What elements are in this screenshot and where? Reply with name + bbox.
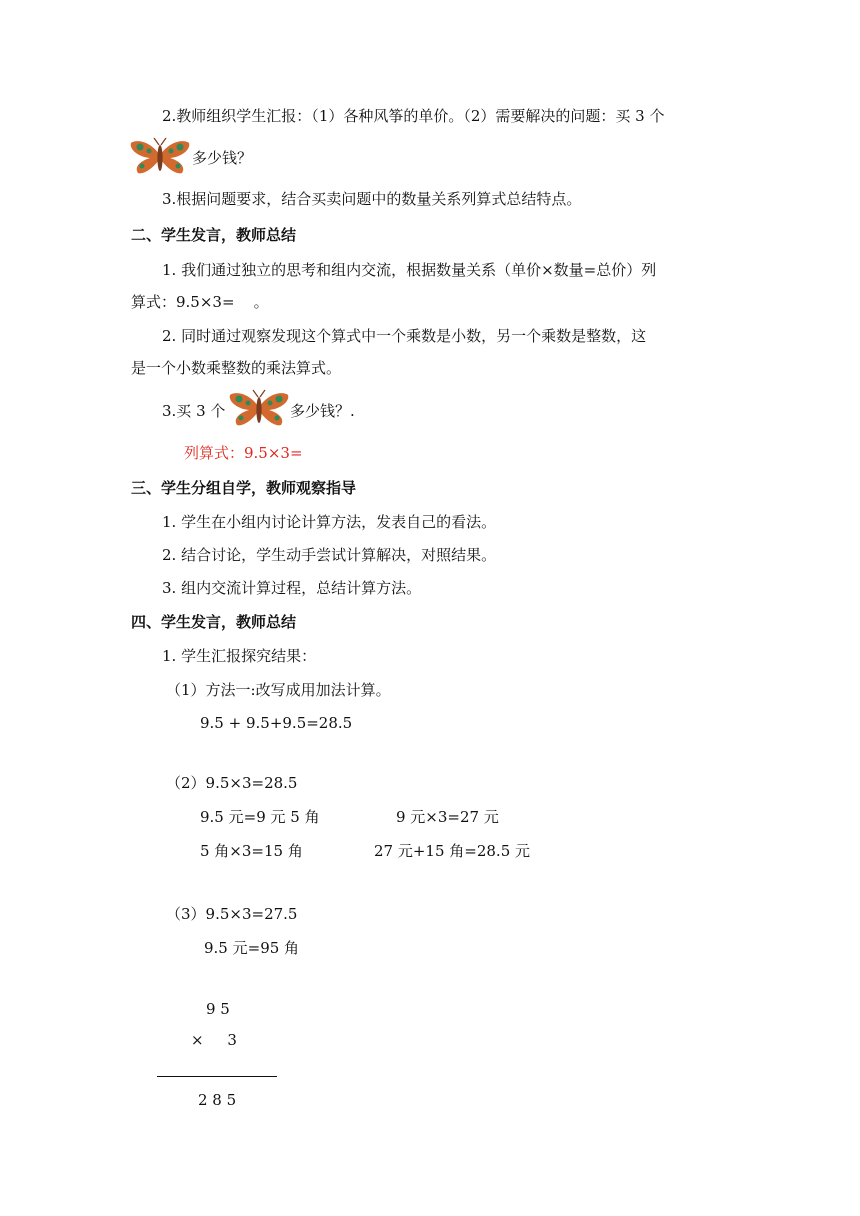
section-2-item-3-start: 3.买 3 个: [162, 402, 226, 420]
method-2-line-a: 9.5 元=9 元 5 角: [200, 808, 320, 826]
method-1-title: （1）方法一:改写成用加法计算。: [166, 681, 391, 699]
method-1-equation: 9.5 + 9.5+9.5=28.5: [200, 714, 353, 732]
section-heading-4: 四、学生发言，教师总结: [131, 613, 297, 631]
section-2-item-2-line-1: 2. 同时通过观察发现这个算式中一个乘数是小数，另一个乘数是整数，这: [162, 327, 647, 345]
butterfly-kite-icon: [229, 389, 289, 429]
section-2-item-3-end: 多少钱？.: [290, 402, 355, 420]
section-heading-2: 二、学生发言，教师总结: [131, 226, 297, 244]
section-2-item-2-line-2: 是一个小数乘整数的乘法算式。: [131, 359, 342, 377]
section-2-item-1-line-2: 算式：9.5×3= 。: [131, 293, 269, 311]
method-2-title: （2）9.5×3=28.5: [166, 774, 298, 792]
paragraph-1-line: 2.教师组织学生汇报：（1）各种风筝的单价。（2）需要解决的问题：买 3 个: [162, 107, 665, 125]
paragraph-1-continuation: 多少钱？: [192, 149, 253, 167]
method-2-line-c: 5 角×3=15 角: [200, 842, 303, 860]
method-3-title: （3）9.5×3=27.5: [166, 905, 298, 923]
vertical-multiplier: × 3: [191, 1031, 237, 1049]
section-3-item-3: 3. 组内交流计算过程，总结计算方法。: [162, 579, 422, 597]
section-heading-3: 三、学生分组自学，教师观察指导: [131, 479, 357, 497]
vertical-product: 2 8 5: [198, 1091, 237, 1109]
method-2-line-b: 9 元×3=27 元: [396, 808, 499, 826]
method-3-line-a: 9.5 元=95 角: [204, 939, 300, 957]
vertical-multiplicand: 9 5: [206, 1000, 230, 1018]
section-3-item-1: 1. 学生在小组内讨论计算方法，发表自己的看法。: [162, 513, 497, 531]
butterfly-kite-icon: [130, 137, 190, 177]
section-3-item-2: 2. 结合讨论，学生动手尝试计算解决，对照结果。: [162, 546, 497, 564]
vertical-divider-line: [157, 1076, 277, 1077]
method-2-line-d: 27 元+15 角=28.5 元: [374, 842, 531, 860]
section-2-item-1-line-1: 1. 我们通过独立的思考和组内交流，根据数量关系（单价×数量=总价）列: [162, 261, 657, 279]
paragraph-2: 3.根据问题要求，结合买卖问题中的数量关系列算式总结特点。: [162, 190, 582, 208]
formula-red: 列算式：9.5×3=: [184, 444, 303, 462]
section-4-item-1: 1. 学生汇报探究结果：: [162, 647, 317, 665]
